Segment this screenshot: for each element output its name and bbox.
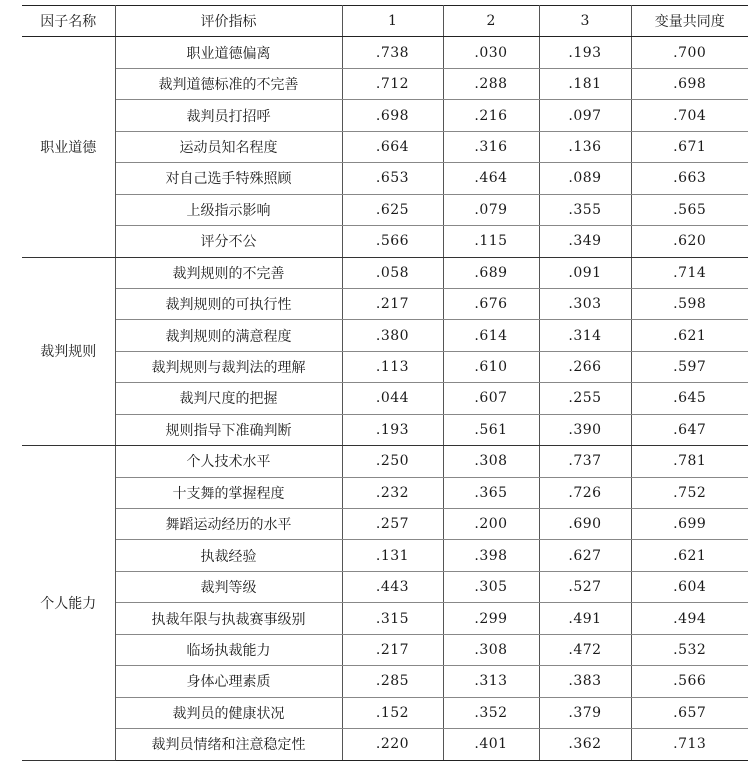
header-indicator: 评价指标 [115, 6, 342, 37]
loading-3-cell: .349 [539, 226, 631, 257]
communality-cell: .621 [631, 320, 748, 351]
loading-2-cell: .308 [443, 446, 539, 477]
communality-cell: .657 [631, 697, 748, 728]
loading-1-cell: .257 [342, 509, 443, 540]
loading-3-cell: .255 [539, 383, 631, 414]
header-communality: 变量共同度 [631, 6, 748, 37]
indicator-cell: 裁判道德标准的不完善 [115, 68, 342, 99]
loading-1-cell: .653 [342, 163, 443, 194]
loading-2-cell: .676 [443, 288, 539, 319]
table-row [22, 194, 748, 225]
loading-3-cell: .193 [539, 37, 631, 68]
table-row [22, 226, 748, 257]
loading-1-cell: .443 [342, 571, 443, 602]
indicator-cell: 裁判尺度的把握 [115, 383, 342, 414]
loading-2-cell: .079 [443, 194, 539, 225]
indicator-cell: 评分不公 [115, 226, 342, 257]
table-row [22, 571, 748, 602]
loading-2-cell: .365 [443, 477, 539, 508]
factor-name-cell: 职业道德 [22, 37, 115, 257]
communality-cell: .752 [631, 477, 748, 508]
loading-2-cell: .561 [443, 414, 539, 445]
communality-cell: .621 [631, 540, 748, 571]
communality-cell: .532 [631, 634, 748, 665]
header-component-2: 2 [443, 6, 539, 37]
loading-2-cell: .352 [443, 697, 539, 728]
communality-cell: .699 [631, 509, 748, 540]
loading-2-cell: .464 [443, 163, 539, 194]
communality-cell: .494 [631, 603, 748, 634]
indicator-cell: 舞蹈运动经历的水平 [115, 509, 342, 540]
table-row [22, 477, 748, 508]
loading-1-cell: .152 [342, 697, 443, 728]
loading-3-cell: .627 [539, 540, 631, 571]
factor-name-cell: 个人能力 [22, 446, 115, 760]
loading-3-cell: .390 [539, 414, 631, 445]
indicator-cell: 裁判规则与裁判法的理解 [115, 351, 342, 382]
indicator-cell: 裁判员的健康状况 [115, 697, 342, 728]
loading-1-cell: .315 [342, 603, 443, 634]
indicator-cell: 临场执裁能力 [115, 634, 342, 665]
loading-3-cell: .690 [539, 509, 631, 540]
loading-2-cell: .288 [443, 68, 539, 99]
loading-3-cell: .303 [539, 288, 631, 319]
table-row [22, 634, 748, 665]
header-row [22, 6, 748, 37]
communality-cell: .566 [631, 666, 748, 697]
communality-cell: .671 [631, 131, 748, 162]
table-row [22, 414, 748, 445]
communality-cell: .663 [631, 163, 748, 194]
loading-1-cell: .250 [342, 446, 443, 477]
indicator-cell: 个人技术水平 [115, 446, 342, 477]
table-header [22, 6, 748, 37]
communality-cell: .647 [631, 414, 748, 445]
loading-3-cell: .091 [539, 257, 631, 288]
table-row [22, 100, 748, 131]
loading-2-cell: .216 [443, 100, 539, 131]
table-row [22, 68, 748, 99]
loading-3-cell: .089 [539, 163, 631, 194]
indicator-cell: 裁判规则的不完善 [115, 257, 342, 288]
indicator-cell: 裁判规则的可执行性 [115, 288, 342, 319]
loading-2-cell: .200 [443, 509, 539, 540]
communality-cell: .597 [631, 351, 748, 382]
indicator-cell: 裁判员打招呼 [115, 100, 342, 131]
loading-3-cell: .737 [539, 446, 631, 477]
loading-3-cell: .181 [539, 68, 631, 99]
communality-cell: .713 [631, 729, 748, 760]
table-row [22, 540, 748, 571]
loading-1-cell: .193 [342, 414, 443, 445]
loading-2-cell: .299 [443, 603, 539, 634]
communality-cell: .714 [631, 257, 748, 288]
table-row [22, 446, 748, 477]
loading-2-cell: .305 [443, 571, 539, 602]
indicator-cell: 对自己选手特殊照顾 [115, 163, 342, 194]
indicator-cell: 执裁经验 [115, 540, 342, 571]
table-row [22, 729, 748, 760]
loading-2-cell: .689 [443, 257, 539, 288]
table-row [22, 163, 748, 194]
table-row [22, 37, 748, 68]
factor-loading-table [22, 5, 748, 761]
table-row [22, 351, 748, 382]
table-row [22, 320, 748, 351]
header-factor-name: 因子名称 [22, 6, 115, 37]
loading-1-cell: .712 [342, 68, 443, 99]
loading-1-cell: .058 [342, 257, 443, 288]
table-row [22, 666, 748, 697]
table-row [22, 697, 748, 728]
indicator-cell: 职业道德偏离 [115, 37, 342, 68]
indicator-cell: 上级指示影响 [115, 194, 342, 225]
communality-cell: .620 [631, 226, 748, 257]
loading-1-cell: .738 [342, 37, 443, 68]
loading-3-cell: .355 [539, 194, 631, 225]
loading-2-cell: .313 [443, 666, 539, 697]
table-row [22, 131, 748, 162]
loading-3-cell: .726 [539, 477, 631, 508]
communality-cell: .700 [631, 37, 748, 68]
loading-3-cell: .314 [539, 320, 631, 351]
loading-3-cell: .266 [539, 351, 631, 382]
communality-cell: .698 [631, 68, 748, 99]
loading-2-cell: .398 [443, 540, 539, 571]
loading-1-cell: .217 [342, 288, 443, 319]
communality-cell: .598 [631, 288, 748, 319]
loading-1-cell: .625 [342, 194, 443, 225]
communality-cell: .781 [631, 446, 748, 477]
loading-1-cell: .380 [342, 320, 443, 351]
header-component-1: 1 [342, 6, 443, 37]
loading-2-cell: .610 [443, 351, 539, 382]
loading-1-cell: .217 [342, 634, 443, 665]
loading-1-cell: .698 [342, 100, 443, 131]
indicator-cell: 裁判员情绪和注意稳定性 [115, 729, 342, 760]
indicator-cell: 身体心理素质 [115, 666, 342, 697]
loading-3-cell: .136 [539, 131, 631, 162]
table-row [22, 509, 748, 540]
communality-cell: .704 [631, 100, 748, 131]
factor-name-cell: 裁判规则 [22, 257, 115, 446]
loading-3-cell: .491 [539, 603, 631, 634]
loading-3-cell: .472 [539, 634, 631, 665]
loading-1-cell: .131 [342, 540, 443, 571]
indicator-cell: 规则指导下准确判断 [115, 414, 342, 445]
loading-3-cell: .379 [539, 697, 631, 728]
loading-2-cell: .607 [443, 383, 539, 414]
loading-1-cell: .566 [342, 226, 443, 257]
loading-1-cell: .285 [342, 666, 443, 697]
loading-3-cell: .383 [539, 666, 631, 697]
loading-1-cell: .664 [342, 131, 443, 162]
indicator-cell: 运动员知名程度 [115, 131, 342, 162]
loading-3-cell: .362 [539, 729, 631, 760]
table-row [22, 383, 748, 414]
loading-1-cell: .113 [342, 351, 443, 382]
indicator-cell: 裁判规则的满意程度 [115, 320, 342, 351]
indicator-cell: 十支舞的掌握程度 [115, 477, 342, 508]
table-body [22, 37, 748, 760]
table-row [22, 603, 748, 634]
header-component-3: 3 [539, 6, 631, 37]
loading-1-cell: .044 [342, 383, 443, 414]
communality-cell: .565 [631, 194, 748, 225]
loading-2-cell: .115 [443, 226, 539, 257]
loading-3-cell: .097 [539, 100, 631, 131]
loading-3-cell: .527 [539, 571, 631, 602]
loading-1-cell: .232 [342, 477, 443, 508]
indicator-cell: 裁判等级 [115, 571, 342, 602]
indicator-cell: 执裁年限与执裁赛事级别 [115, 603, 342, 634]
loading-2-cell: .401 [443, 729, 539, 760]
communality-cell: .645 [631, 383, 748, 414]
loading-2-cell: .030 [443, 37, 539, 68]
loading-1-cell: .220 [342, 729, 443, 760]
loading-2-cell: .316 [443, 131, 539, 162]
loading-2-cell: .614 [443, 320, 539, 351]
communality-cell: .604 [631, 571, 748, 602]
table-row [22, 257, 748, 288]
table-row [22, 288, 748, 319]
loading-2-cell: .308 [443, 634, 539, 665]
